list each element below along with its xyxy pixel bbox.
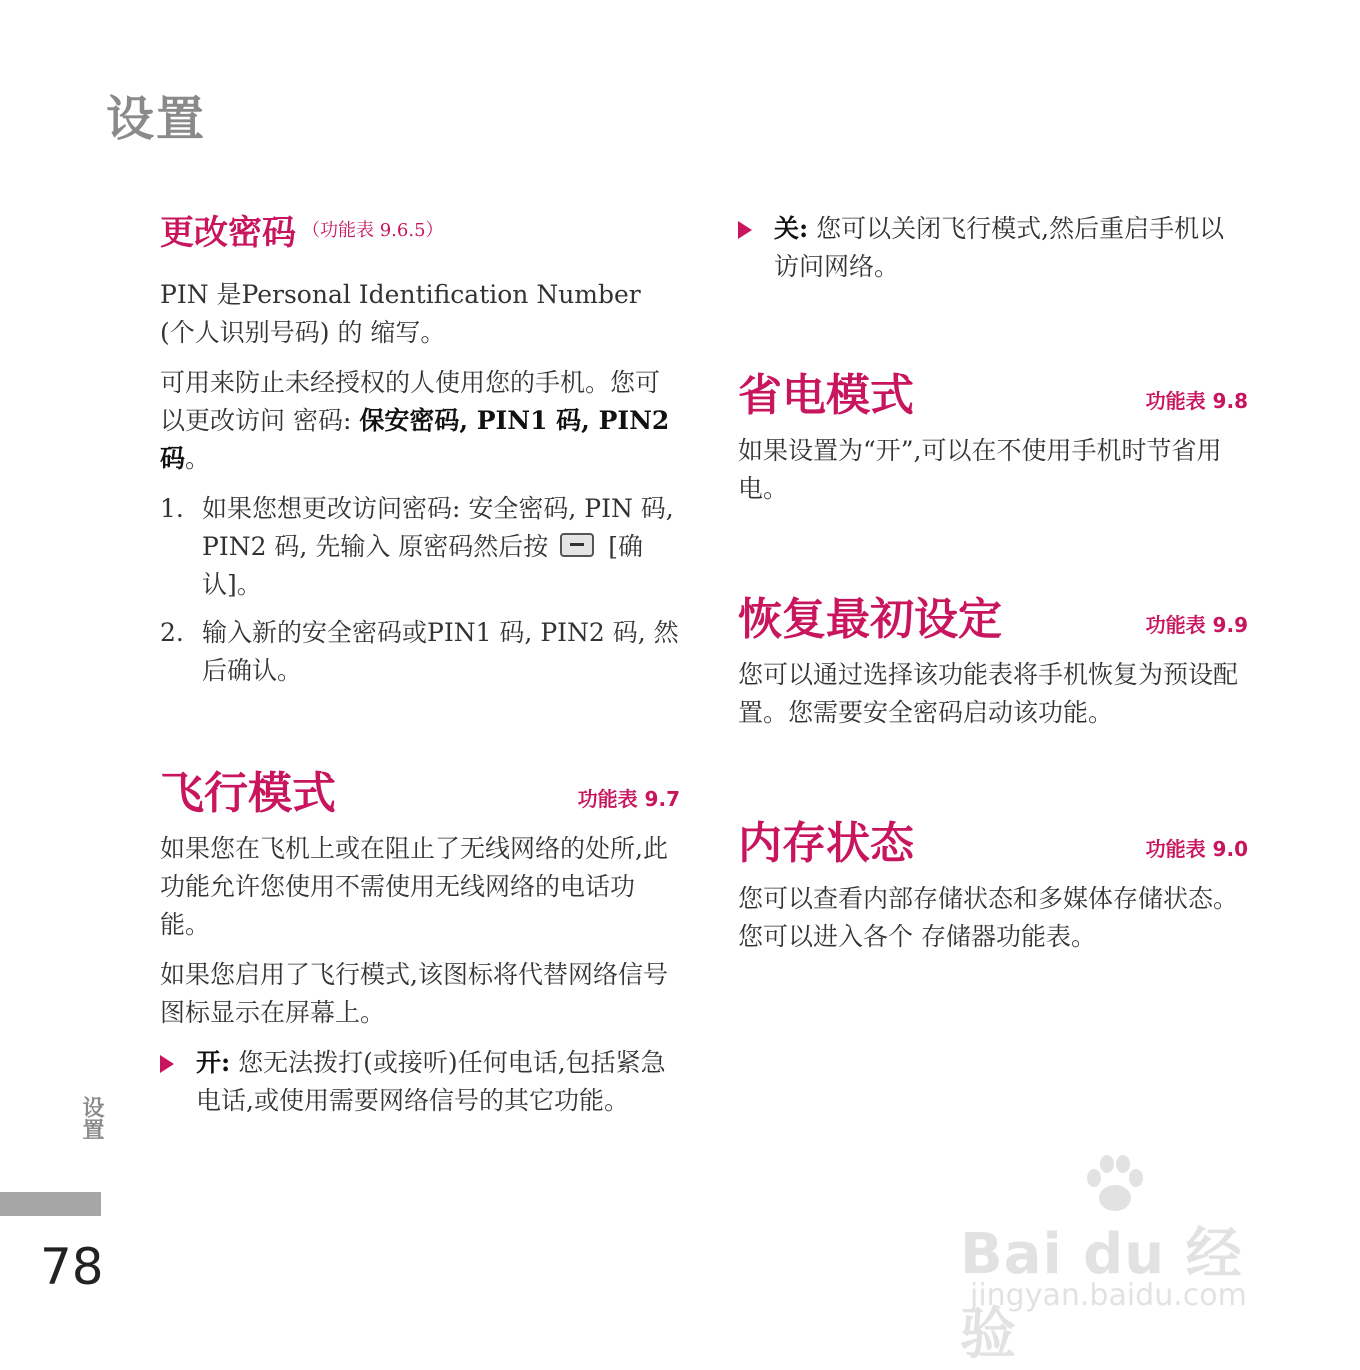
section-change-password-heading (160, 205, 680, 254)
reset-title: 恢复最初设定 (738, 594, 1002, 645)
password-description-end: 。 (185, 444, 211, 473)
page-title: 设置 (106, 91, 207, 147)
watermark-url: jingyan.baidu.com (970, 1278, 1247, 1313)
password-description (160, 364, 680, 478)
triangle-bullet-icon (160, 1055, 174, 1073)
step-number: 1. (160, 494, 184, 523)
flight-mode-on-text (196, 1044, 680, 1120)
flight-mode-off-text (774, 210, 1248, 286)
steps-list (160, 490, 680, 690)
step-text: 输入新的安全密码或PIN1 码, PIN2 码, 然后确认。 (202, 618, 679, 685)
off-desc: 您可以关闭飞行模式,然后重启手机以访问网络。 (774, 214, 1225, 281)
section-reset-heading (738, 594, 1248, 646)
reset-ref: 功能表 9.9 (1145, 613, 1248, 637)
left-column (160, 205, 680, 1120)
baidu-watermark (960, 1150, 1280, 1367)
soft-key-icon (560, 533, 594, 557)
step-text-a: 如果您想更改访问密码: 安全密码, PIN 码, PIN2 码, 先输入 原密码然后按 (202, 494, 674, 561)
on-desc: 您无法拨打(或接听)任何电话,包括紧急电话,或使用需要网络信号的其它功能。 (196, 1048, 666, 1115)
page-number: 78 (40, 1238, 104, 1296)
pin-definition: PIN 是Personal Identification Number (个人识别号码) 的 缩写。 (160, 280, 641, 347)
power-save-ref: 功能表 9.8 (1145, 389, 1248, 413)
side-tab-bar (0, 1192, 101, 1216)
power-save-desc: 如果设置为“开”,可以在不使用手机时节省用电。 (738, 436, 1222, 503)
flight-mode-off-item (738, 210, 1248, 286)
step-text-b: [确认]。 (202, 532, 644, 599)
list-item (160, 614, 680, 690)
on-label: 开: (196, 1048, 231, 1077)
power-save-title: 省电模式 (738, 370, 914, 421)
flight-mode-on-item (160, 1044, 680, 1120)
triangle-bullet-icon (738, 221, 752, 239)
flight-mode-desc: 如果您在飞机上或在阻止了无线网络的处所,此功能允许您使用不需使用无线网络的电话功能。 (160, 834, 668, 939)
section-memory-heading (738, 818, 1248, 870)
side-section-label: 设置 (79, 1096, 104, 1140)
step-text (202, 490, 680, 604)
memory-title: 内存状态 (738, 818, 914, 869)
memory-ref: 功能表 9.0 (1145, 837, 1248, 861)
section-power-save-heading (738, 370, 1248, 422)
step-number: 2. (160, 618, 184, 647)
section-flight-mode-heading (160, 768, 680, 820)
watermark-brand: Bai du 经验 (960, 1222, 1243, 1367)
list-item (160, 490, 680, 604)
right-column (738, 210, 1248, 956)
password-types: 保安密码, PIN1 码, PIN2 码 (160, 406, 670, 473)
reset-desc: 您可以通过选择该功能表将手机恢复为预设配置。您需要安全密码启动该功能。 (738, 660, 1239, 727)
off-label: 关: (774, 214, 809, 243)
flight-mode-ref: 功能表 9.7 (577, 787, 680, 811)
flight-mode-icon-desc: 如果您启用了飞行模式,该图标将代替网络信号图标显示在屏幕上。 (160, 960, 668, 1027)
change-password-ref: （功能表 9.6.5） (302, 220, 444, 241)
flight-mode-title: 飞行模式 (160, 768, 336, 819)
change-password-title: 更改密码 (160, 213, 296, 253)
memory-desc: 您可以查看内部存储状态和多媒体存储状态。您可以进入各个 存储器功能表。 (738, 884, 1239, 951)
password-description-text: 可用来防止未经授权的人使用您的手机。您可以更改访问 密码: (160, 368, 661, 435)
